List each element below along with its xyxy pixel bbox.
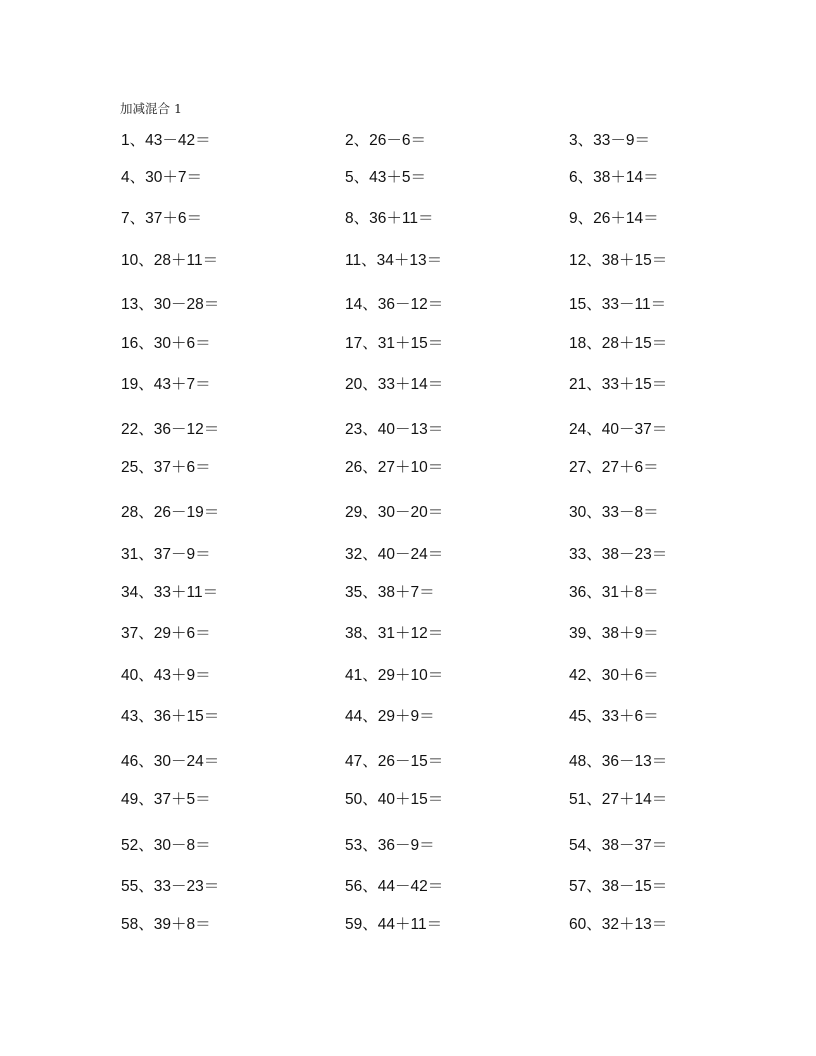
problem-row xyxy=(0,501,816,525)
math-problem: 47、26－15＝ xyxy=(345,753,444,770)
problem-row xyxy=(0,705,816,729)
math-problem: 32、40－24＝ xyxy=(345,546,444,563)
math-problem: 45、33＋6＝ xyxy=(569,708,659,725)
math-problem: 24、40－37＝ xyxy=(569,421,668,438)
problem-row xyxy=(0,664,816,688)
math-problem: 38、31＋12＝ xyxy=(345,625,444,642)
math-problem: 1、43－42＝ xyxy=(121,132,211,149)
problem-row xyxy=(0,166,816,190)
math-problem: 59、44＋11＝ xyxy=(345,916,443,933)
problem-row xyxy=(0,788,816,812)
math-problem: 54、38－37＝ xyxy=(569,837,668,854)
math-problem: 25、37＋6＝ xyxy=(121,459,211,476)
problem-row xyxy=(0,543,816,567)
math-problem: 21、33＋15＝ xyxy=(569,376,668,393)
math-problem: 10、28＋11＝ xyxy=(121,252,219,269)
math-problem: 15、33－11＝ xyxy=(569,296,667,313)
problem-row xyxy=(0,207,816,231)
math-problem: 5、43＋5＝ xyxy=(345,169,426,186)
math-problem: 11、34＋13＝ xyxy=(345,252,443,269)
math-problem: 55、33－23＝ xyxy=(121,878,220,895)
math-problem: 6、38＋14＝ xyxy=(569,169,659,186)
math-problem: 22、36－12＝ xyxy=(121,421,220,438)
math-problem: 48、36－13＝ xyxy=(569,753,668,770)
math-problem: 44、29＋9＝ xyxy=(345,708,435,725)
math-problem: 56、44－42＝ xyxy=(345,878,444,895)
math-problem: 18、28＋15＝ xyxy=(569,335,668,352)
math-problem: 36、31＋8＝ xyxy=(569,584,659,601)
problem-row xyxy=(0,129,816,153)
math-problem: 53、36－9＝ xyxy=(345,837,435,854)
problem-row xyxy=(0,834,816,858)
problem-row xyxy=(0,373,816,397)
math-problem: 57、38－15＝ xyxy=(569,878,668,895)
problem-row xyxy=(0,875,816,899)
math-problem: 50、40＋15＝ xyxy=(345,791,444,808)
problem-row xyxy=(0,913,816,937)
math-problem: 35、38＋7＝ xyxy=(345,584,435,601)
math-problem: 39、38＋9＝ xyxy=(569,625,659,642)
math-problem: 20、33＋14＝ xyxy=(345,376,444,393)
math-problem: 46、30－24＝ xyxy=(121,753,220,770)
math-problem: 58、39＋8＝ xyxy=(121,916,211,933)
math-problem: 12、38＋15＝ xyxy=(569,252,668,269)
math-problem: 27、27＋6＝ xyxy=(569,459,659,476)
math-problem: 34、33＋11＝ xyxy=(121,584,219,601)
worksheet-title: 加减混合 1 xyxy=(120,101,182,116)
math-problem: 14、36－12＝ xyxy=(345,296,444,313)
math-problem: 37、29＋6＝ xyxy=(121,625,211,642)
math-problem: 52、30－8＝ xyxy=(121,837,211,854)
problem-row xyxy=(0,456,816,480)
math-problem: 43、36＋15＝ xyxy=(121,708,220,725)
problem-row xyxy=(0,581,816,605)
math-problem: 4、30＋7＝ xyxy=(121,169,202,186)
problem-row xyxy=(0,622,816,646)
math-problem: 28、26－19＝ xyxy=(121,504,220,521)
math-problem: 41、29＋10＝ xyxy=(345,667,444,684)
math-problem: 31、37－9＝ xyxy=(121,546,211,563)
math-problem: 23、40－13＝ xyxy=(345,421,444,438)
math-problem: 17、31＋15＝ xyxy=(345,335,444,352)
math-problem: 40、43＋9＝ xyxy=(121,667,211,684)
problem-row xyxy=(0,293,816,317)
math-problem: 9、26＋14＝ xyxy=(569,210,659,227)
problem-row xyxy=(0,249,816,273)
math-problem: 3、33－9＝ xyxy=(569,132,650,149)
math-problem: 33、38－23＝ xyxy=(569,546,668,563)
math-problem: 7、37＋6＝ xyxy=(121,210,202,227)
math-problem: 29、30－20＝ xyxy=(345,504,444,521)
math-problem: 49、37＋5＝ xyxy=(121,791,211,808)
math-problem: 13、30－28＝ xyxy=(121,296,220,313)
math-problem: 26、27＋10＝ xyxy=(345,459,444,476)
math-problem: 42、30＋6＝ xyxy=(569,667,659,684)
problem-row xyxy=(0,418,816,442)
math-problem: 19、43＋7＝ xyxy=(121,376,211,393)
math-problem: 60、32＋13＝ xyxy=(569,916,668,933)
math-problem: 16、30＋6＝ xyxy=(121,335,211,352)
math-problem: 2、26－6＝ xyxy=(345,132,426,149)
math-problem: 8、36＋11＝ xyxy=(345,210,434,227)
problem-row xyxy=(0,332,816,356)
problem-row xyxy=(0,750,816,774)
math-problem: 51、27＋14＝ xyxy=(569,791,668,808)
math-problem: 30、33－8＝ xyxy=(569,504,659,521)
